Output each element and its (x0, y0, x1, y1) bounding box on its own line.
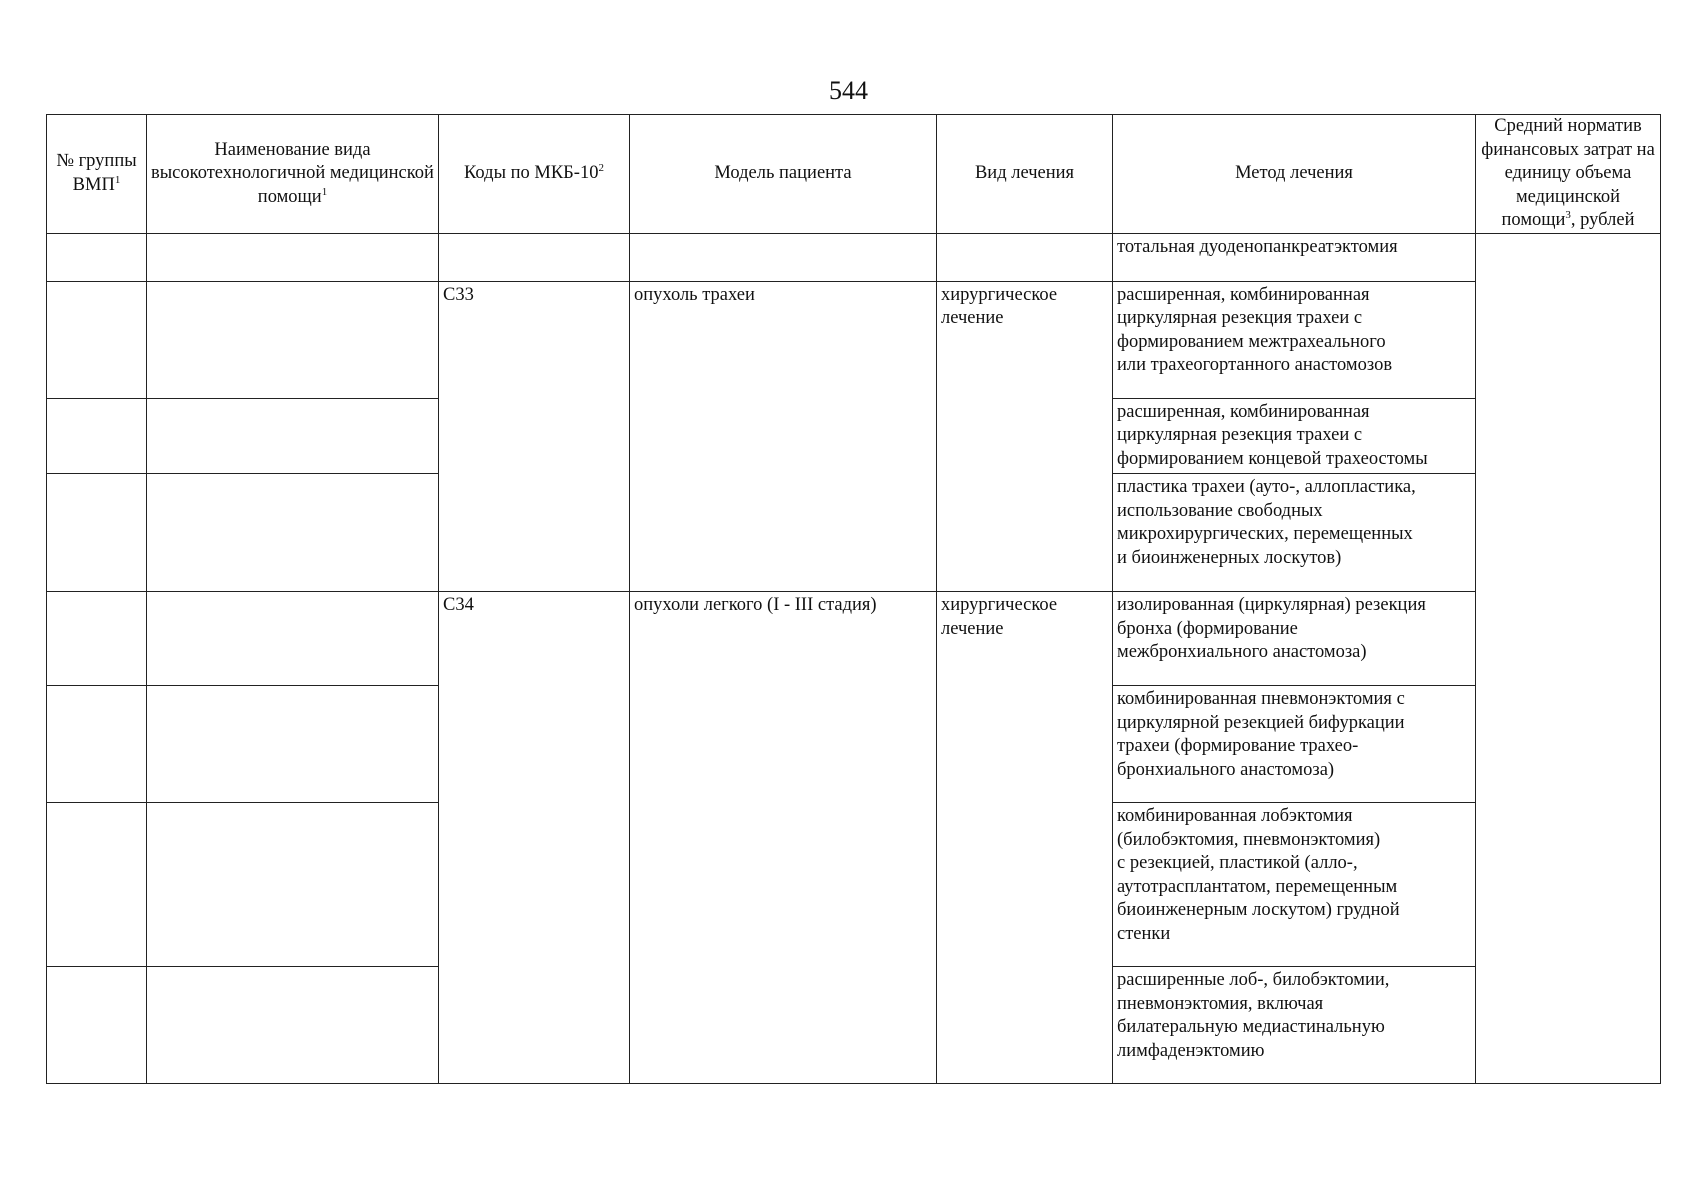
group-no-cell (47, 474, 147, 592)
header-care-name: Наименование вида высокотехнологичной медицинской помощи$^1$ (147, 115, 439, 234)
header-icd-codes: Коды по МКБ-$10^2$ (439, 115, 630, 234)
header-group-no: № группы ВМП$^1$ (47, 115, 147, 234)
icd-code-cell: C34 (439, 592, 630, 1084)
group-no-cell (47, 803, 147, 967)
patient-model-cell: опухоль трахеи (630, 281, 937, 592)
group-no-cell (47, 686, 147, 803)
page-number: 544 (829, 76, 868, 105)
treatment-method-cell: пластика трахеи (ауто-, аллопластика, использование свободных микрохирургических, перемещенных и биоинженерных лоскутов) (1113, 474, 1476, 592)
group-no-cell (47, 233, 147, 281)
care-name-cell (147, 592, 439, 686)
care-name-cell (147, 233, 439, 281)
treatment-method-cell: расширенные лоб-, билобэктомии, пневмонэктомия, включая билатеральную медиастинальную лимфаденэктомию (1113, 967, 1476, 1084)
group-no-cell (47, 398, 147, 474)
care-name-cell (147, 686, 439, 803)
group-no-cell (47, 281, 147, 398)
icd-code-cell (439, 233, 630, 281)
group-no-cell (47, 967, 147, 1084)
treatment-method-cell: тотальная дуоденопанкреатэктомия (1113, 233, 1476, 281)
table-row (47, 281, 1661, 398)
table-row (47, 233, 1661, 281)
care-name-cell (147, 474, 439, 592)
table-row (47, 592, 1661, 686)
header-treatment-type: Вид лечения (937, 115, 1113, 234)
vmp-table (46, 114, 1661, 1084)
patient-model-cell: опухоли легкого (I - III стадия) (630, 592, 937, 1084)
group-no-cell (47, 592, 147, 686)
treatment-type-cell (937, 233, 1113, 281)
treatment-method-cell: расширенная, комбинированная циркулярная резекция трахеи с формированием межтрахеального или трахеогортанного анастомозов (1113, 281, 1476, 398)
header-treatment-method: Метод лечения (1113, 115, 1476, 234)
treatment-method-cell: расширенная, комбинированная циркулярная резекция трахеи с формированием концевой трахеостомы (1113, 398, 1476, 474)
treatment-method-cell: комбинированная лобэктомия (билобэктомия, пневмонэктомия) с резекцией, пластикой (алло-, аутотрасплантатом, перемещенным биоинженерным лоскутом) грудной стенки (1113, 803, 1476, 967)
table-header-row (47, 115, 1661, 234)
care-name-cell (147, 281, 439, 398)
header-cost-norm: Средний норматив финансовых затрат на единицу объема медицинской помощи$^3$, рублей (1476, 115, 1661, 234)
cost-norm-cell (1476, 233, 1661, 1084)
treatment-method-cell: изолированная (циркулярная) резекция бронха (формирование межбронхиального анастомоза) (1113, 592, 1476, 686)
treatment-type-cell: хирургическое лечение (937, 592, 1113, 1084)
treatment-method-cell: комбинированная пневмонэктомия с циркулярной резекцией бифуркации трахеи (формирование трахео- бронхиального анастомоза) (1113, 686, 1476, 803)
care-name-cell (147, 803, 439, 967)
patient-model-cell (630, 233, 937, 281)
header-patient-model: Модель пациента (630, 115, 937, 234)
care-name-cell (147, 967, 439, 1084)
care-name-cell (147, 398, 439, 474)
icd-code-cell: C33 (439, 281, 630, 592)
treatment-type-cell: хирургическое лечение (937, 281, 1113, 592)
